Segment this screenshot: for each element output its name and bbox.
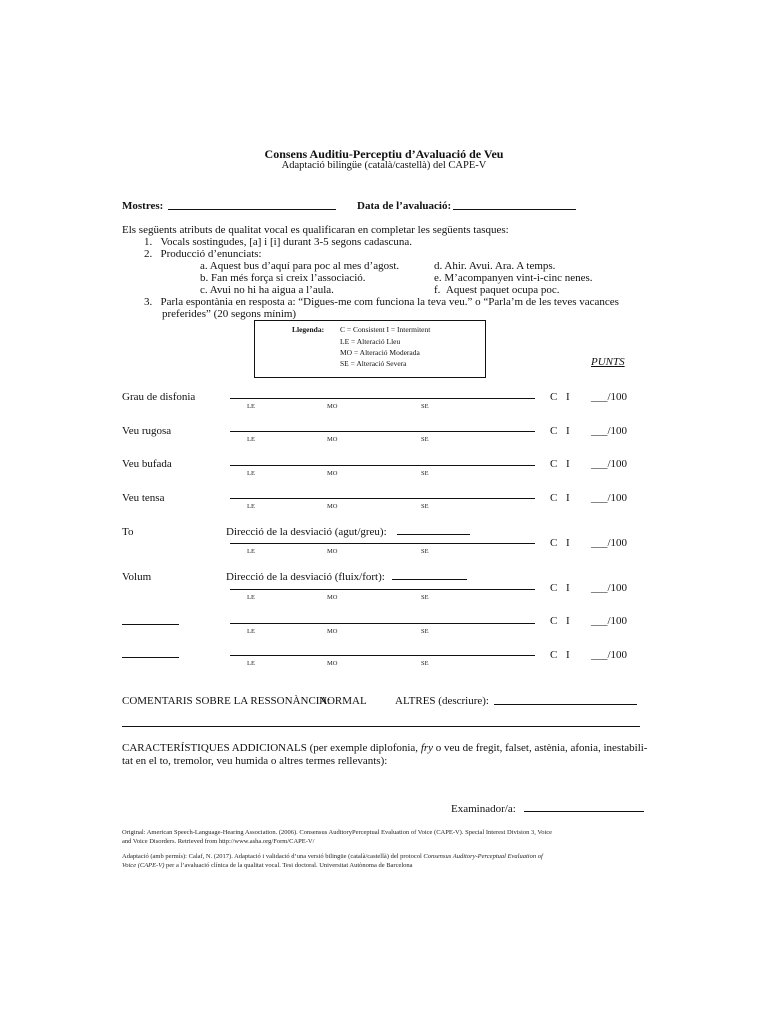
mark-se: SE: [421, 548, 429, 555]
mark-se: SE: [421, 628, 429, 635]
sentence-a: a. Aquest bus d’aquí para poc al mes d’agost.: [200, 260, 400, 272]
score-field[interactable]: ___/100: [591, 582, 628, 594]
ressonancia-comment-line[interactable]: [122, 726, 640, 727]
sentence-b: b. Fan més força si creix l’associació.: [200, 272, 366, 284]
score-field[interactable]: ___/100: [591, 615, 628, 627]
legend-line-1: C = Consistent I = Intermitent: [340, 325, 431, 334]
footnote-adaptacio-1: [122, 853, 543, 861]
deviation-to-field[interactable]: [397, 534, 470, 535]
mark-le: LE: [247, 436, 255, 443]
footnote-original-1: Original: American Speech-Language-Hearing Association. (2006). Consensus AuditoryPerceptual Evaluation of Voice (CAPE-V). Special Interest Division 3, Voice: [122, 829, 553, 836]
mostres-label: Mostres:: [122, 200, 164, 212]
ci-i[interactable]: I: [566, 492, 570, 504]
footnote-original-2: and Voice Disorders. Retrieved from http://www.asha.org/Form/CAPE-V/: [122, 838, 315, 845]
ci-i[interactable]: I: [566, 649, 570, 661]
ressonancia-label: COMENTARIS SOBRE LA RESSONÀNCIA:: [122, 695, 331, 707]
mark-mo: MO: [327, 548, 338, 555]
mark-se: SE: [421, 470, 429, 477]
ci-c[interactable]: C: [550, 492, 558, 504]
score-field[interactable]: ___/100: [591, 492, 628, 504]
ci-c[interactable]: C: [550, 615, 558, 627]
row-label-volum: Volum: [122, 571, 152, 583]
mark-mo: MO: [327, 660, 338, 667]
mark-le: LE: [247, 470, 255, 477]
row-label-grau: Grau de disfonia: [122, 391, 196, 403]
row-label-to: To: [122, 526, 134, 538]
rating-scale-to[interactable]: [230, 543, 535, 544]
ressonancia-altres-field[interactable]: [494, 704, 637, 705]
mark-le: LE: [247, 660, 255, 667]
task-1: 1. Vocals sostingudes, [a] i [i] durant 3-5 segons cadascuna.: [144, 236, 413, 248]
page-subtitle: Adaptació bilingüe (català/castellà) del CAPE-V: [281, 160, 487, 171]
examinador-field[interactable]: [524, 811, 644, 812]
caracteristiques-line-1: [122, 742, 647, 754]
mark-le: LE: [247, 594, 255, 601]
caracteristiques-text-b: o veu de fregit, falset, astènia, afonia, inestabili-: [435, 742, 648, 754]
rating-scale-tensa[interactable]: [230, 498, 535, 499]
rating-scale-volum[interactable]: [230, 589, 535, 590]
mark-mo: MO: [327, 503, 338, 510]
deviation-to-label: Direcció de la desviació (agut/greu):: [226, 526, 387, 538]
intro-text: Els següents atributs de qualitat vocal es qualificaran en completar les següents tasques:: [122, 224, 509, 236]
sentence-e: e. M’acompanyen vint-i-cinc nenes.: [434, 272, 593, 284]
ci-c[interactable]: C: [550, 458, 558, 470]
custom-attribute-field-1[interactable]: [122, 624, 179, 625]
page-title: Consens Auditiu-Perceptiu d’Avaluació de Veu: [264, 147, 504, 161]
custom-attribute-field-2[interactable]: [122, 657, 179, 658]
ci-c[interactable]: C: [550, 537, 558, 549]
mark-le: LE: [247, 548, 255, 555]
punts-label: PUNTS: [591, 356, 625, 368]
row-label-bufada: Veu bufada: [122, 458, 172, 470]
score-field[interactable]: ___/100: [591, 649, 628, 661]
caracteristiques-line-2: tat en el to, tremolor, veu humida o altres termes rellevants):: [122, 755, 388, 767]
data-label: Data de l’avaluació:: [357, 200, 452, 212]
sentence-f: f. Aquest paquet ocupa poc.: [434, 284, 560, 296]
mark-se: SE: [421, 436, 429, 443]
legend-line-4: SE = Alteració Severa: [340, 359, 407, 368]
legend-title: Llegenda:: [292, 325, 325, 334]
task-2: 2. Producció d’enunciats:: [144, 248, 262, 260]
ci-i[interactable]: I: [566, 537, 570, 549]
ci-c[interactable]: C: [550, 425, 558, 437]
deviation-volum-label: Direcció de la desviació (fluix/fort):: [226, 571, 385, 583]
task-3-cont: preferides” (20 segons mínim): [162, 308, 297, 320]
mostres-field[interactable]: [168, 209, 336, 210]
mark-le: LE: [247, 403, 255, 410]
rating-scale-custom-1[interactable]: [230, 623, 535, 624]
mark-mo: MO: [327, 436, 338, 443]
row-label-rugosa: Veu rugosa: [122, 425, 172, 437]
score-field[interactable]: ___/100: [591, 458, 628, 470]
mark-se: SE: [421, 503, 429, 510]
ressonancia-altres: ALTRES (descriure):: [395, 695, 489, 707]
mark-mo: MO: [327, 470, 338, 477]
score-field[interactable]: ___/100: [591, 391, 628, 403]
mark-le: LE: [247, 503, 255, 510]
examinador-label: Examinador/a:: [451, 803, 516, 815]
legend-line-3: MO = Alteració Moderada: [340, 348, 420, 357]
ci-c[interactable]: C: [550, 649, 558, 661]
mark-se: SE: [421, 403, 429, 410]
mark-mo: MO: [327, 594, 338, 601]
deviation-volum-field[interactable]: [392, 579, 467, 580]
legend-line-2: LE = Alteració Lleu: [340, 337, 401, 346]
mark-se: SE: [421, 660, 429, 667]
ci-c[interactable]: C: [550, 582, 558, 594]
rating-scale-bufada[interactable]: [230, 465, 535, 466]
mark-se: SE: [421, 594, 429, 601]
ci-i[interactable]: I: [566, 582, 570, 594]
footnote-adaptacio-1b: Consensus Auditory-Perceptual Evaluation of: [423, 853, 543, 860]
footnote-adaptacio-2b: per a l’avaluació clínica de la qualitat vocal. Tesi doctoral. Universitat Autònoma de Barcelona: [166, 862, 413, 869]
rating-scale-rugosa[interactable]: [230, 431, 535, 432]
score-field[interactable]: ___/100: [591, 537, 628, 549]
ci-i[interactable]: I: [566, 615, 570, 627]
score-field[interactable]: ___/100: [591, 425, 628, 437]
mark-mo: MO: [327, 403, 338, 410]
sentence-c: c. Avui no hi ha aigua a l’aula.: [200, 284, 334, 296]
ci-i[interactable]: I: [566, 425, 570, 437]
footnote-adaptacio-1a: Adaptació (amb permís): Calaf, N. (2017). Adaptació i validació d’una versió bilingüe (català/castellà) del protocol: [122, 853, 422, 860]
task-3: 3. Parla espontània en resposta a: “Digues-me com funciona la teva veu.” o “Parla’m de les teves vacances: [144, 296, 619, 308]
ci-i[interactable]: I: [566, 458, 570, 470]
data-field[interactable]: [453, 209, 576, 210]
row-label-tensa: Veu tensa: [122, 492, 165, 504]
mark-mo: MO: [327, 628, 338, 635]
rating-scale-grau[interactable]: [230, 398, 535, 399]
ci-c[interactable]: C: [550, 391, 558, 403]
footnote-adaptacio-2a: Voice (CAPE-V): [122, 862, 165, 869]
caracteristiques-text-a: CARACTERÍSTIQUES ADDICIONALS (per exemple diplofonia,: [122, 742, 419, 754]
fry-term: fry: [420, 742, 434, 754]
sentence-d: d. Ahir. Avui. Ara. A temps.: [434, 260, 556, 272]
mark-le: LE: [247, 628, 255, 635]
ci-i[interactable]: I: [566, 391, 570, 403]
ressonancia-normal[interactable]: NORMAL: [319, 695, 367, 707]
rating-scale-custom-2[interactable]: [230, 655, 535, 656]
footnote-adaptacio-2: [122, 862, 413, 870]
